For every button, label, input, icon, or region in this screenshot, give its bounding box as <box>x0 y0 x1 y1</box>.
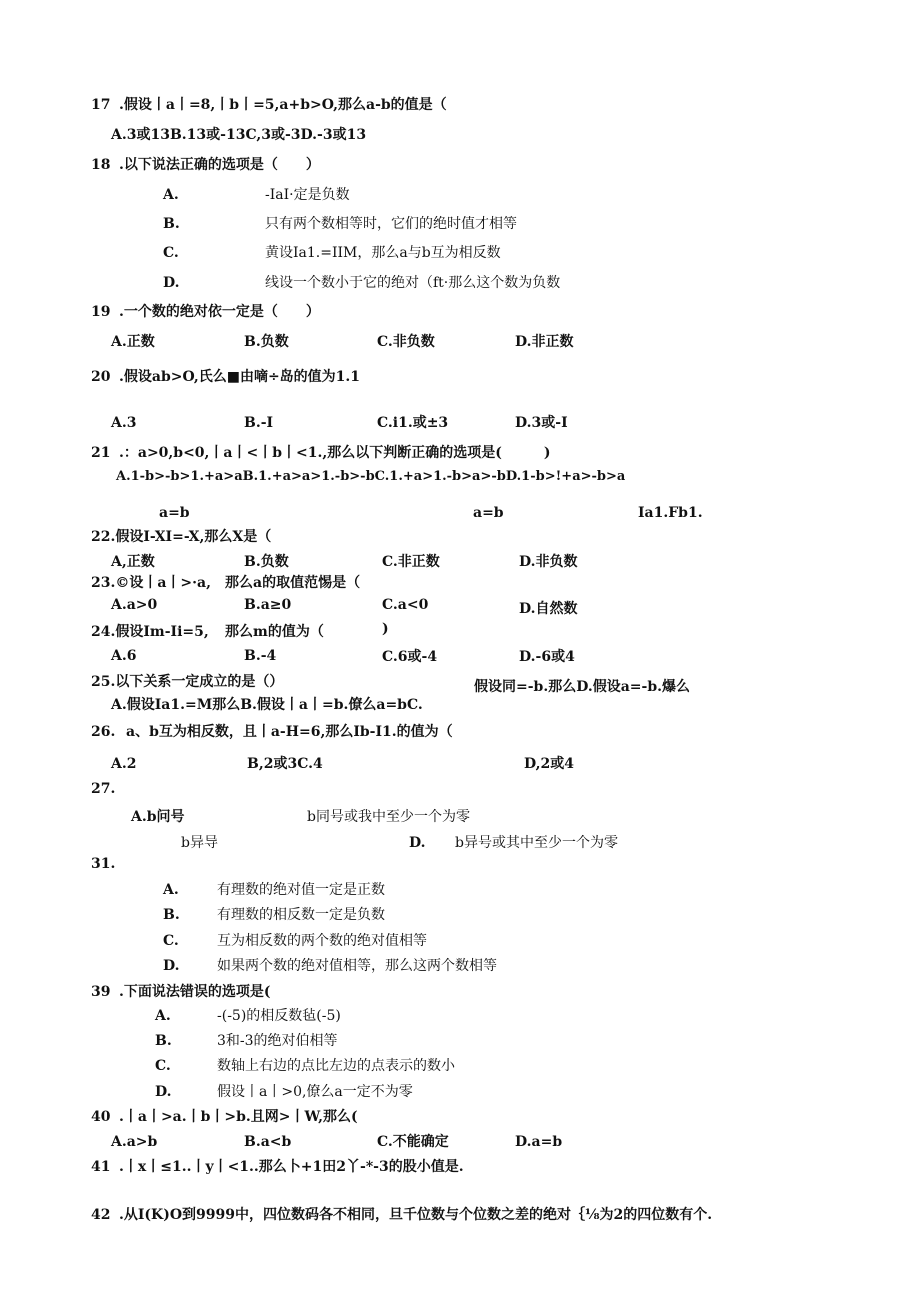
q39-option-a-letter: A. <box>155 1008 171 1024</box>
q22-option-c: C.非正数 <box>382 554 440 570</box>
q20-option-d: D.3或-I <box>515 415 568 431</box>
q31-option-d-text: 如果两个数的绝对值相等，那么这两个数相等 <box>217 958 497 974</box>
q39-option-d-text: 假设丨a丨>0,僚么a一定不为零 <box>217 1084 413 1100</box>
q27-number: 27. <box>91 781 116 797</box>
q19-option-a: A.正数 <box>111 334 155 350</box>
q24-option-c: C.6或-4 <box>382 649 438 665</box>
q26-option-d: D,2或4 <box>524 756 574 772</box>
q39-option-b-letter: B. <box>155 1033 172 1049</box>
q40-option-c: C.不能确定 <box>377 1134 449 1150</box>
q26-stem: a、b互为相反数，且丨a-H=6,那么Ib-I1.的值为（ <box>126 724 453 740</box>
q31-option-b-text: 有理数的相反数一定是负数 <box>217 907 385 923</box>
q41-stem: .丨x丨≤1..丨y丨<1..那么卜+1田2丫-*-3的股小值是. <box>119 1159 464 1175</box>
q18-option-c-letter: C. <box>163 245 179 261</box>
q39-number: 39 <box>91 984 111 1000</box>
q31-option-c-letter: C. <box>163 933 179 949</box>
q23-option-c: C.a<0 <box>382 597 429 613</box>
q31-option-a-text: 有理数的绝对值一定是正数 <box>217 882 385 898</box>
q22-option-d: D.非负数 <box>519 554 578 570</box>
q18-option-b-text: 只有两个数相等时，它们的绝时值才相等 <box>265 216 517 232</box>
q17-stem: .假设丨a丨=8,丨b丨=5,a+b>O,那么a-b的值是（ <box>119 97 447 113</box>
q19-option-b: B.负数 <box>244 334 289 350</box>
q18-option-a-letter: A. <box>163 187 179 203</box>
q21-extra-3: Ia1.Fb1. <box>638 505 703 521</box>
q27-option-a: A.b问号 <box>131 809 185 825</box>
q40-number: 40 <box>91 1109 111 1125</box>
q24-option-b: B.-4 <box>244 648 277 664</box>
q39-option-c-text: 数轴上右边的点比左边的点表示的数小 <box>217 1058 455 1074</box>
q25-stem: 25.以下关系一定成立的是（） <box>91 674 284 690</box>
q40-option-d: D.a=b <box>515 1134 563 1150</box>
q31-number: 31. <box>91 856 116 872</box>
q39-option-a-text: -(-5)的相反数毡(-5) <box>217 1008 341 1024</box>
q40-option-b: B.a<b <box>244 1134 292 1150</box>
q25-options-right: 假设同=-b.那么D.假设a=-b.爆么 <box>474 679 690 695</box>
q42-number: 42 <box>91 1207 111 1223</box>
q23-option-d: D.自然数 <box>519 601 578 617</box>
q23-paren: ) <box>382 621 389 637</box>
q22-option-a: A,正数 <box>111 554 155 570</box>
q27-option-d-text: b异号或其中至少一个为零 <box>455 835 618 851</box>
q40-stem: .丨a丨>a.丨b丨>b.且网>丨W,那么( <box>119 1109 358 1125</box>
q31-option-a-letter: A. <box>163 882 179 898</box>
q26-option-a: A.2 <box>111 756 137 772</box>
q20-option-a: A.3 <box>111 415 137 431</box>
q21-extra-2: a=b <box>473 505 504 521</box>
q18-option-a-text: -IaI·定是负数 <box>265 187 350 203</box>
q26-number: 26. <box>91 724 116 740</box>
q17-options: A.3或13B.13或-13C,3或-3D.-3或13 <box>111 127 367 143</box>
q26-option-b: B,2或3C.4 <box>247 756 323 772</box>
q18-option-b-letter: B. <box>163 216 180 232</box>
q21-number: 21 <box>91 445 111 461</box>
q21-stem: .：a>0,b<0,丨a丨<丨b丨<1.,那么以下判断正确的选项是( ) <box>119 445 551 461</box>
q23-option-a: A.a>0 <box>111 597 158 613</box>
q20-option-b: B.-I <box>244 415 274 431</box>
q39-option-b-text: 3和-3的绝对伯相等 <box>217 1033 338 1049</box>
q23-stem: 23.©设丨a丨>·a, <box>91 575 211 591</box>
q18-option-d-text: 线设一个数小于它的绝对（ft·那么这个数为负数 <box>265 275 561 291</box>
q22-option-b: B.负数 <box>244 554 289 570</box>
q24-option-a: A.6 <box>111 648 137 664</box>
q23-option-b: B.a≥0 <box>244 597 292 613</box>
q31-option-b-letter: B. <box>163 907 180 923</box>
q20-stem: .假设ab>O,氏么■由嘀÷岛的值为1.1 <box>119 369 361 385</box>
q20-option-c: C.i1.或±3 <box>377 415 449 431</box>
q31-option-d-letter: D. <box>163 958 180 974</box>
q27-option-b: b同号或我中至少一个为零 <box>307 809 470 825</box>
q18-number: 18 <box>91 157 111 173</box>
q18-stem: .以下说法正确的选项是（ ） <box>119 157 320 173</box>
q20-number: 20 <box>91 369 111 385</box>
q19-number: 19 <box>91 304 111 320</box>
q39-option-d-letter: D. <box>155 1084 172 1100</box>
q42-stem: .从I(K)O到9999中，四位数码各不相同，旦千位数与个位数之差的绝对｛⅛为2的四位数有个. <box>119 1207 713 1223</box>
q39-option-c-letter: C. <box>155 1058 171 1074</box>
q22-stem: 22.假设I-XI=-X,那么X是（ <box>91 529 272 545</box>
q41-number: 41 <box>91 1159 111 1175</box>
q24-option-d: D.-6或4 <box>519 649 575 665</box>
q21-options: A.1-b>-b>1.+a>aB.1.+a>a>1.-b>-bC.1.+a>1.-b>a>-bD.1-b>!+a>-b>a <box>116 469 626 484</box>
q40-option-a: A.a>b <box>111 1134 158 1150</box>
q24-stem: 24.假设Im-Ii=5, <box>91 624 209 640</box>
q24-stem-2: 那么m的值为（ <box>225 624 324 640</box>
q18-option-d-letter: D. <box>163 275 180 291</box>
q19-option-d: D.非正数 <box>515 334 574 350</box>
q21-extra-1: a=b <box>159 505 190 521</box>
q25-options: A.假设Ia1.=M那么B.假设丨a丨=b.僚么a=bC. <box>111 697 423 713</box>
q23-stem-2: 那么a的取值范惕是（ <box>225 575 361 591</box>
q27-option-d-letter: D. <box>409 835 426 851</box>
q39-stem: .下面说法错误的选项是( <box>119 984 271 1000</box>
q27-option-c: b异导 <box>181 835 218 851</box>
q19-stem: .一个数的绝对依一定是（ ） <box>119 304 320 320</box>
q31-option-c-text: 互为相反数的两个数的绝对值相等 <box>217 933 427 949</box>
q19-option-c: C.非负数 <box>377 334 435 350</box>
q17-number: 17 <box>91 97 111 113</box>
q18-option-c-text: 黄设Ia1.=IIM，那么a与b互为相反数 <box>265 245 501 261</box>
